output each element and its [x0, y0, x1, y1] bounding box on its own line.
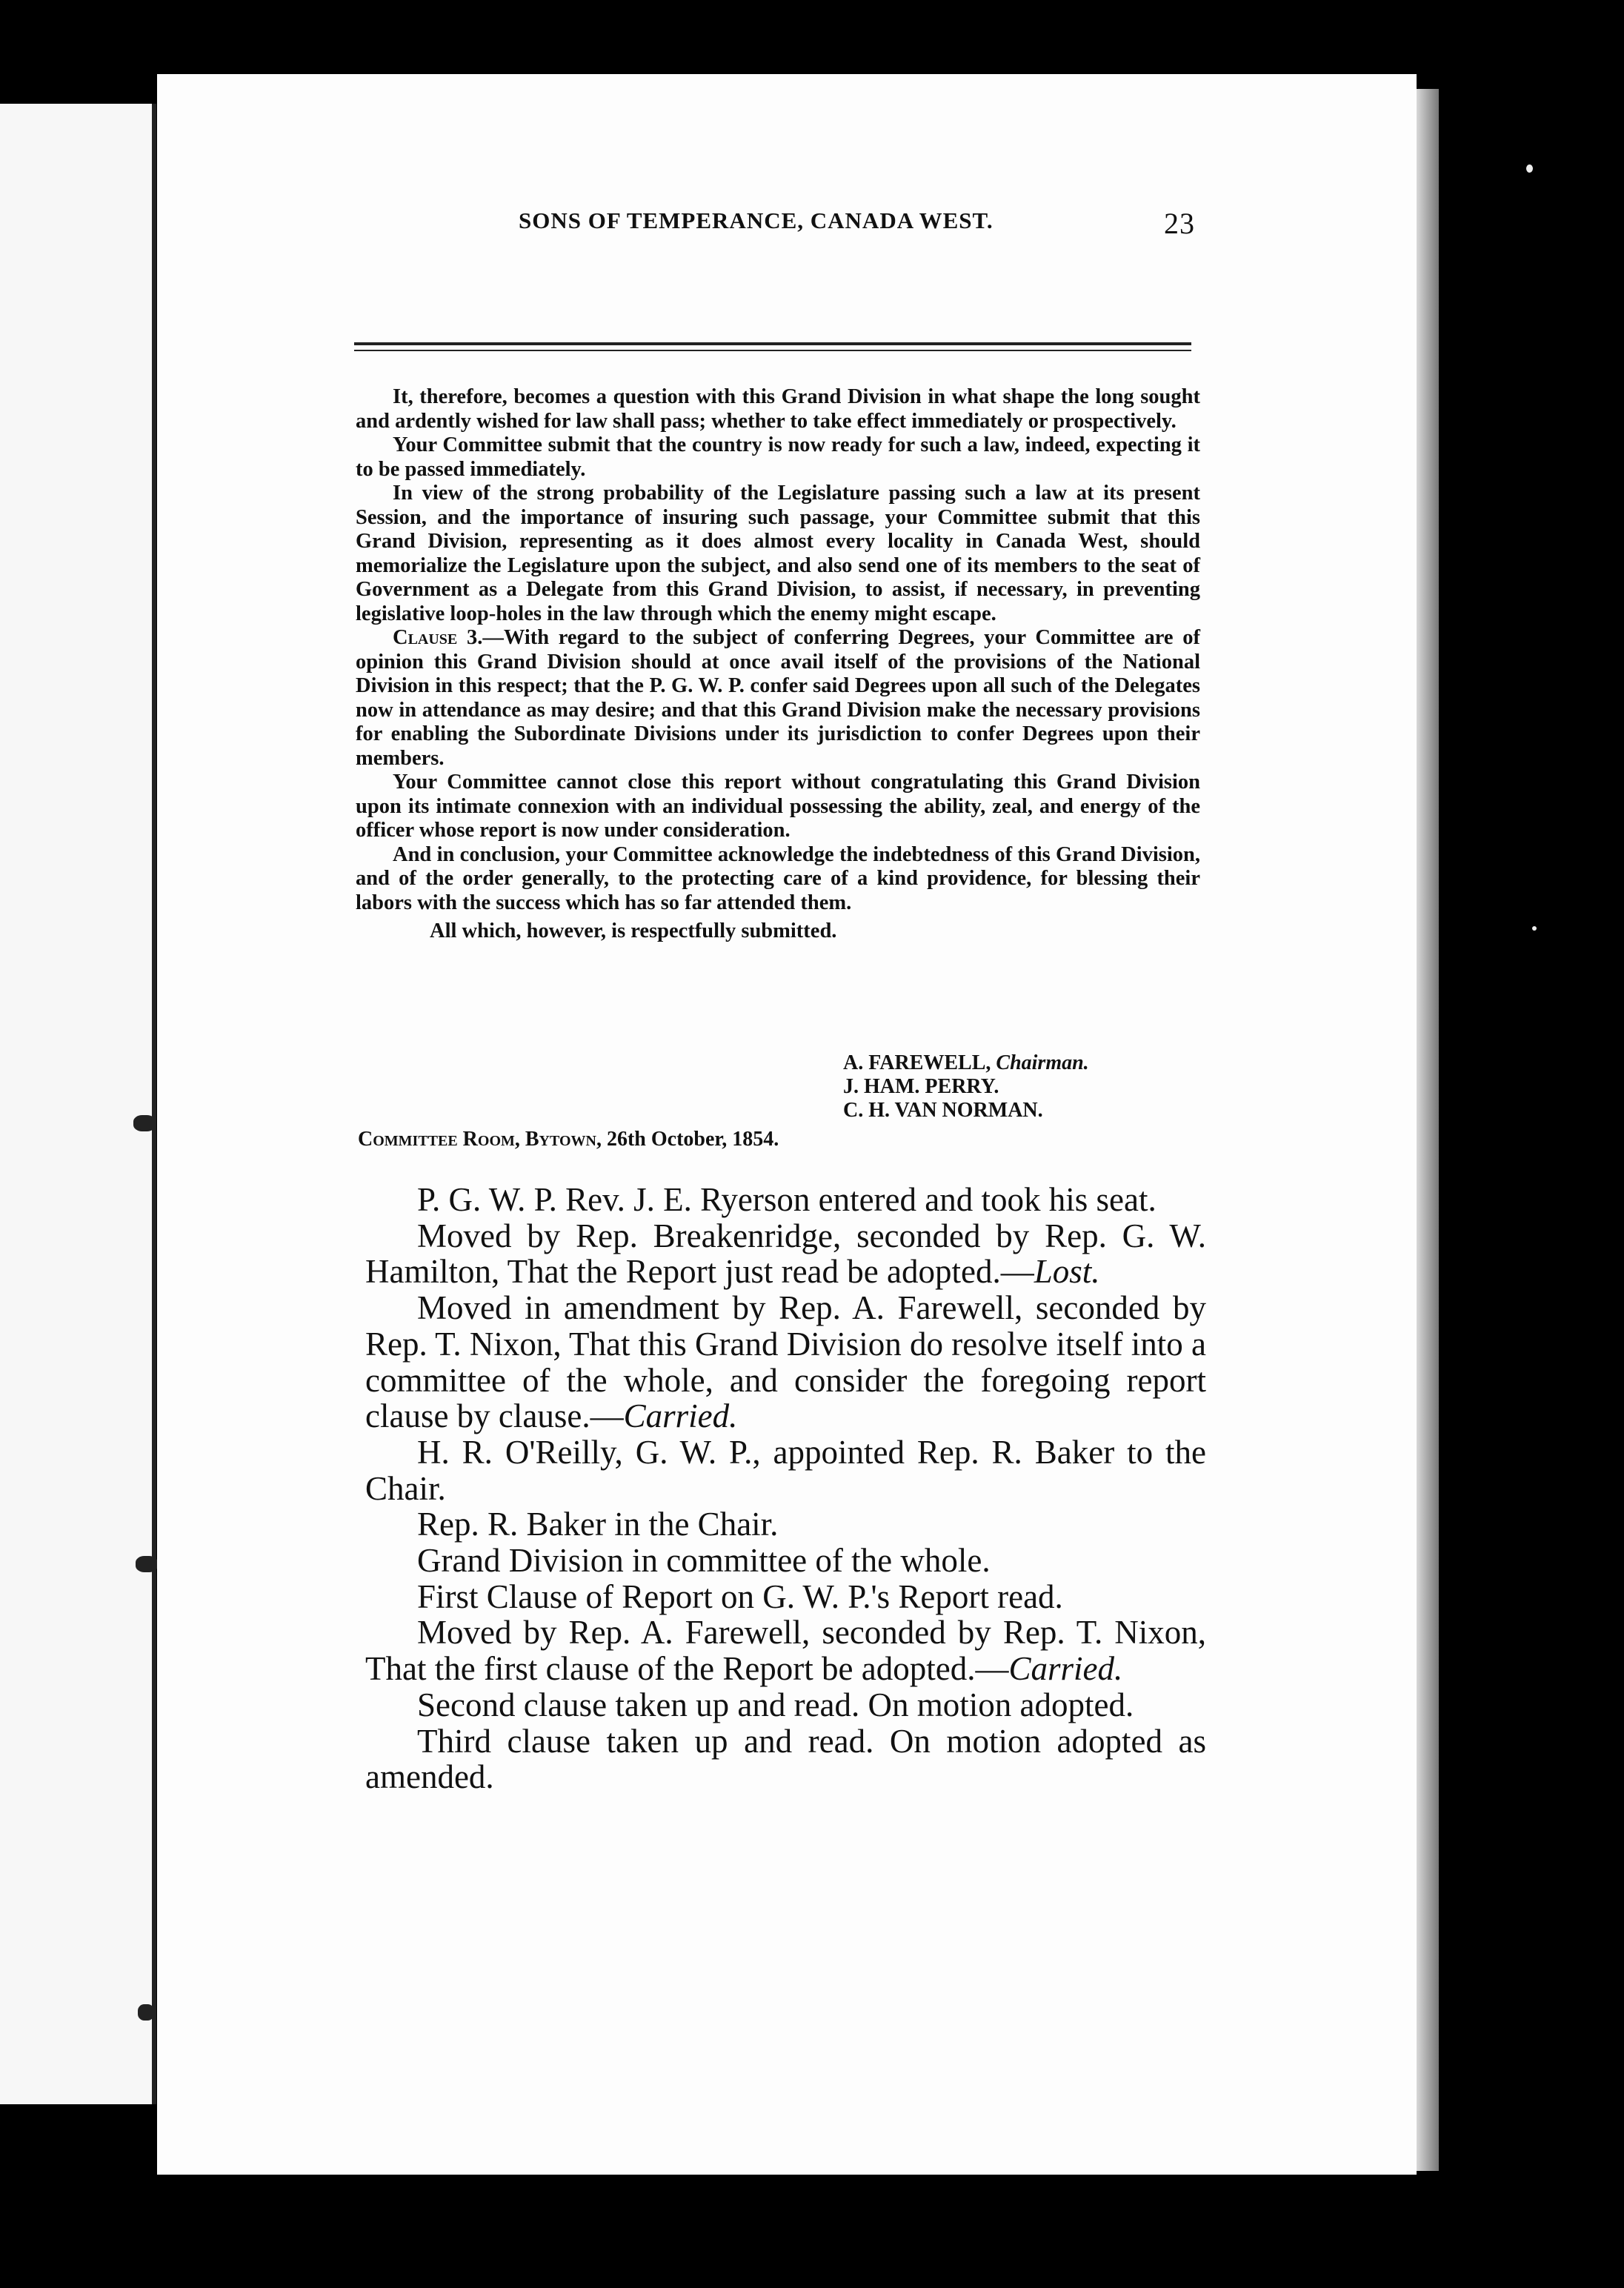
committee-room-label: Committee Room, Bytown, [358, 1128, 602, 1151]
signatory-name: J. HAM. PERRY. [843, 1075, 999, 1098]
minute-entry: Moved by Rep. A. Farewell, seconded by Rep. T. Nixon, That the first clause of the Report be adopted.—Carried. [365, 1614, 1206, 1688]
committee-report [356, 385, 1200, 944]
motion-result: Carried. [623, 1397, 738, 1435]
report-closing: All which, however, is respectfully submitted. [430, 919, 837, 942]
signature-block [843, 1051, 1089, 1123]
signatory-role: Chairman. [996, 1051, 1089, 1074]
minute-entry: Rep. R. Baker in the Chair. [417, 1506, 779, 1543]
signatory-name: C. H. VAN NORMAN. [843, 1099, 1043, 1122]
binding-stitch [136, 1556, 158, 1572]
report-paragraph: Your Committee cannot close this report without congratulating this Grand Division upon its intimate connexion with an individual possessing the ability, zeal, and energy of the officer whose report is now under consideration. [356, 771, 1200, 842]
committee-room-dateline [358, 1128, 779, 1151]
page-edge-shadow [1417, 89, 1439, 2171]
header-rule [354, 342, 1191, 345]
motion-result: Lost. [1034, 1253, 1100, 1291]
minute-entry: Moved by Rep. Breakenridge, seconded by Rep. G. W. Hamilton, That the Report just read be adopted.—Lost. [365, 1217, 1206, 1291]
page-number: 23 [1164, 207, 1195, 240]
signature-line [843, 1099, 1089, 1123]
meeting-minutes [365, 1182, 1206, 1795]
header-rule-thin [354, 350, 1191, 351]
report-paragraph-clause-3 [356, 626, 1200, 771]
minute-entry: Third clause taken up and read. On motion adopted as amended. [365, 1722, 1206, 1796]
minute-entry: H. R. O'Reilly, G. W. P., appointed Rep. R. Baker to the Chair. [365, 1433, 1206, 1507]
header-title: SONS OF TEMPERANCE, CANADA WEST. [519, 207, 994, 233]
report-paragraph: It, therefore, becomes a question with this Grand Division in what shape the long sought and ardently wished for law shall pass; whether to take effect immediately or prospectively. [356, 385, 1200, 433]
signature-line [843, 1075, 1089, 1099]
minute-entry: First Clause of Report on G. W. P.'s Report read. [417, 1577, 1063, 1615]
running-header [363, 207, 1222, 252]
clause-label: Clause 3.— [393, 626, 504, 649]
report-paragraph: In view of the strong probability of the Legislature passing such a law at its present Session, and the importance of insuring such passage, your Committee submit that this Grand Division, representing as it does almost every locality in Canada West, should memorialize the Legislature upon the subject, and also send one of its members to the seat of Government as a Delegate from this Grand Division, to assist, if necessary, in preventing legislative loop-holes in the law through which the enemy might escape. [356, 482, 1200, 625]
clause-text: With regard to the subject of conferring Degrees, your Committee are of opinion this Grand Division should at once avail itself of the provisions of the National Division in this respect; that the P. G. W. P. confer said Degrees upon all such of the Delegates now in attendance as may desire; and that this Grand Division make the necessary provisions for enabling the Subordinate Divisions under its jurisdiction to confer Degrees upon their members. [356, 626, 1200, 770]
facing-page-edge [0, 104, 156, 2104]
minute-entry: Second clause taken up and read. On motion adopted. [417, 1686, 1134, 1723]
signatory-name: A. FAREWELL, [843, 1051, 991, 1074]
minute-entry: Moved in amendment by Rep. A. Farewell, seconded by Rep. T. Nixon, That this Grand Division do resolve itself into a committee of the whole, and consider the foregoing report clause by clause.—Carried. [365, 1289, 1206, 1435]
speck [1532, 926, 1537, 931]
committee-room-date: 26th October, 1854. [606, 1128, 779, 1151]
report-paragraph: Your Committee submit that the country is now ready for such a law, indeed, expecting it to be passed immediately. [356, 433, 1200, 481]
motion-result: Carried. [1008, 1650, 1123, 1688]
minute-entry: Grand Division in committee of the whole. [417, 1542, 991, 1580]
minute-entry: P. G. W. P. Rev. J. E. Ryerson entered and took his seat. [417, 1181, 1157, 1218]
signature-line [843, 1051, 1089, 1075]
report-paragraph: And in conclusion, your Committee acknowledge the indebtedness of this Grand Division, and of the order generally, to the protecting care of a kind providence, for blessing their labors with the success which has so far attended them. [356, 842, 1200, 914]
binding-stitch [138, 2004, 154, 2021]
binding-stitch [133, 1115, 156, 1131]
speck [1526, 164, 1533, 173]
